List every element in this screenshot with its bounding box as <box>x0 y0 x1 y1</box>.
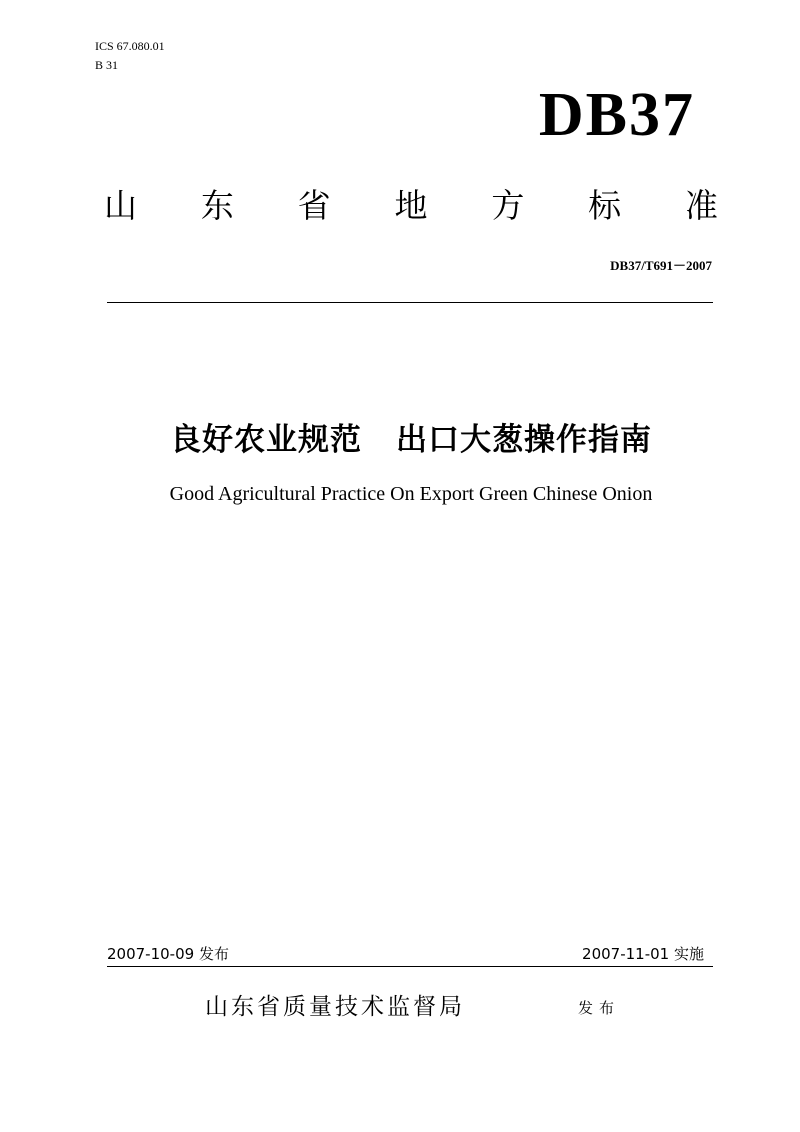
footer-divider <box>107 966 713 967</box>
standard-type-char: 地 <box>394 186 428 225</box>
standard-type-char: 准 <box>684 186 718 225</box>
standard-type <box>104 186 718 226</box>
chinese-title-part2: 出口大葱操作指南 <box>396 422 652 458</box>
ics-code: ICS 67.080.01 <box>95 39 165 53</box>
standard-type-char: 东 <box>200 186 234 225</box>
standard-type-char: 标 <box>588 186 622 225</box>
standard-type-char: 省 <box>297 186 331 225</box>
issue-date: 2007-10-09 发布 <box>107 945 229 963</box>
publish-label: 发布 <box>578 999 621 1017</box>
ccs-code: B 31 <box>95 58 119 72</box>
standard-type-char: 山 <box>104 186 137 225</box>
chinese-title-part1: 良好农业规范 <box>170 422 362 458</box>
english-title: Good Agricultural Practice On Export Green Chinese Onion <box>169 483 653 505</box>
standard-code: DB37 <box>538 81 695 149</box>
publisher: 山东省质量技术监督局 <box>205 994 465 1020</box>
header-divider <box>107 302 713 303</box>
standard-type-char: 方 <box>491 186 525 225</box>
implementation-date: 2007-11-01 实施 <box>582 945 704 963</box>
chinese-title <box>0 420 800 460</box>
standard-number: DB37/T691－2007 <box>610 258 712 273</box>
